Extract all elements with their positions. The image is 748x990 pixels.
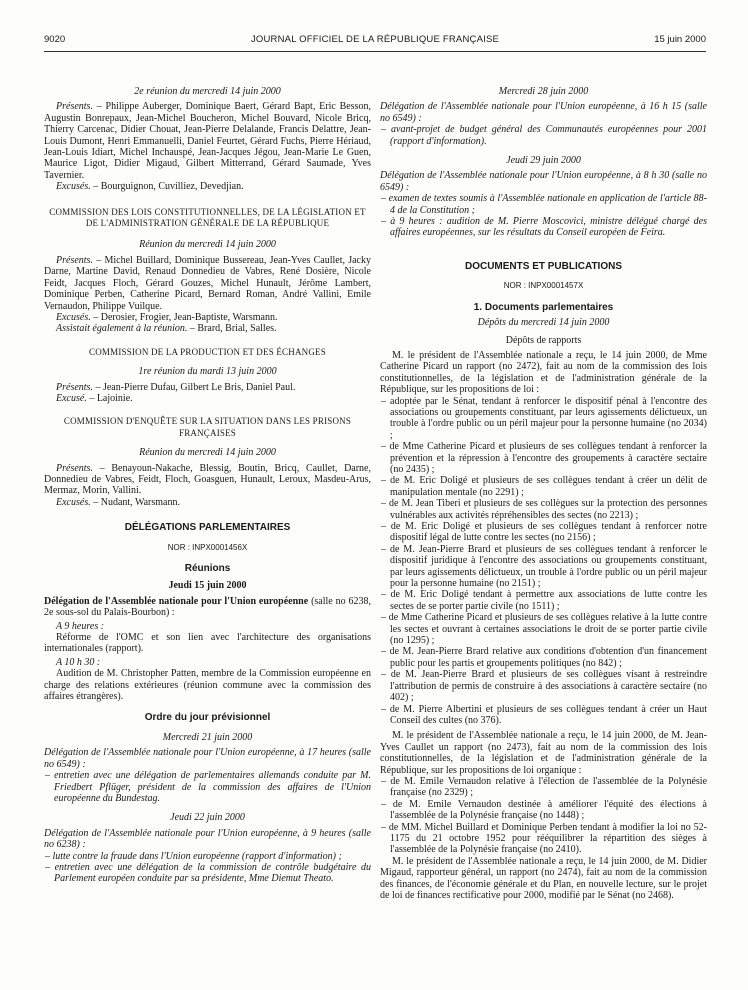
excuses-paragraph: Excusé. – Lajoinie. [56,392,133,404]
header-rule [44,51,706,52]
list-item: – de Mme Catherine Picard et plusieurs de ses collègues relative à la lutte contre les sectes et ouvrant à certaines associations le droit de se porter partie civile (no 1295) ; [390,612,707,646]
agenda-title: Ordre du jour prévisionnel [144,712,271,724]
excuses-paragraph: Excusés. – Derosier, Frogier, Jean-Baptiste, Warsmann. [56,311,278,323]
agenda-list [380,124,707,147]
assisted-paragraph: Assistait également à la réunion. – Brard, Brial, Salles. [56,323,277,335]
nor-reference: NOR : INPX0001456X [167,542,248,552]
agenda-item: Réforme de l'OMC et son lien avec l'architecture des organisations internationales (rapport). [44,632,371,655]
section-heading: 2e réunion du mercredi 14 juin 2000 [134,86,281,97]
list-item: – de M. Pierre Albertini et plusieurs de ses collègues tendant à créer un Haut Conseil des cultes (no 376). [390,704,707,727]
issue-date: 15 juin 2000 [654,34,706,45]
journal-title: JOURNAL OFFICIEL DE LA RÉPUBLIQUE FRANÇAISE [250,34,500,45]
bill-list [380,776,707,856]
depots-subheading: Dépôts de rapports [505,334,582,346]
report-paragraph: M. le président de l'Assemblée nationale a reçu, le 14 juin 2000, de M. Jean-Yves Caullet un rapport (no 2473), fait au nom de la commission des lois constitutionnelles, de la législation et de l'administration générale de la République, sur les propositions de loi organique : [380,730,707,776]
excuses-paragraph: Excusés. – Bourguignon, Cuvilliez, Devedjian. [56,181,244,193]
time-label: A 10 h 30 : [56,656,101,668]
list-item: – examen de textes soumis à l'Assemblée nationale en application de l'article 88-4 de la Constitution ; [390,193,707,216]
list-item: – de M. Emile Vernaudon relative à l'élection de l'assemblée de la Polynésie française (no 2329) ; [390,776,707,799]
attendance-paragraph: Présents. – Benayoun-Nakache, Blessig, Boutin, Bricq, Caullet, Darne, Donnedieu de Vabres, Feidt, Floch, Goasguen, Hunault, Leroux, Masdeu-Arus, Mermaz, Morin, Vallini. [44,462,371,497]
commission-title: COMMISSION DES LOIS CONSTITUTIONNELLES, DE LA LÉGISLATION ET DE L'ADMINISTRATION GÉNÉRALE DE LA RÉPUBLIQUE [49,206,366,229]
time-label: A 9 heures : [56,620,105,632]
list-item: – avant-projet de budget général des Communautés européennes pour 2001 (rapport d'information). [390,124,707,147]
documents-subtitle: 1. Documents parlementaires [473,301,614,313]
meeting-date: Jeudi 15 juin 2000 [168,580,247,592]
commission-title: COMMISSION DE LA PRODUCTION ET DES ÉCHANGES [89,346,326,357]
page-header [44,34,706,48]
list-item: – adoptée par le Sénat, tendant à renforcer le dispositif pénal à l'encontre des associations ou groupements constituant, par leurs agissements délictueux, un trouble à l'ordre public ou un péril majeur pour la personne humaine (no 2034) ; [390,396,707,442]
left-column [44,86,371,885]
list-item: – entretien avec une délégation de parlementaires allemands conduite par M. Friedbert Pflüger, président de la commission des affaires de l'Union européenne du Bundestag. [54,770,371,804]
depots-heading: Dépôts du mercredi 14 juin 2000 [477,317,610,329]
agenda-date: Mercredi 21 juin 2000 [162,731,253,743]
report-paragraph: M. le président de l'Assemblée nationale a reçu, le 14 juin 2000, de Mme Catherine Picard un rapport (no 2472), fait au nom de la commission des lois constitutionnelles, de la législation et de l'administration générale de la République, sur les propositions de loi : [380,349,707,396]
list-item: – de M. Emile Vernaudon destinée à améliorer l'équité des élections à l'assemblée de la Polynésie française (no 1448) ; [390,799,707,822]
agenda-list [44,851,371,885]
attendance-paragraph: Présents. – Michel Buillard, Dominique Bussereau, Jean-Yves Caullet, Jacky Darne, Martine David, Renaud Donnedieu de Vabres, René Dosière, Nicole Feidt, Jacques Floch, Gérard Gouzes, Michel Hunault, Jérôme Lambert, Dominique Perben, Catherine Picard, Bernard Roman, André Vallini, Emile Vernaudon, Philippe Vuilque. [44,254,371,312]
attendance-paragraph: Présents. – Philippe Auberger, Dominique Baert, Gérard Bapt, Eric Besson, Augustin Bonrepaux, Jean-Michel Boucheron, Michel Bouvard, Nicole Bricq, Thierry Carcenac, Didier Chouat, Jean-Pierre Delalande, Francis Delattre, Jean-Louis Dumont, Henri Emmanuelli, Daniel Feurtet, Gérard Fuchs, Pierre Hériaud, Jean-Louis Idiart, Michel Inchauspé, Jean-Jacques Jégou, Jean-Marie Le Guen, Maurice Ligot, Didier Migaud, Gilbert Mitterrand, Gérard Saumade, Yves Tavernier. [44,101,371,181]
agenda-list [44,770,371,804]
list-item: – à 9 heures : audition de M. Pierre Moscovici, ministre délégué chargé des affaires européennes, sur les résultats du Conseil européen de Feira. [390,216,707,239]
delegation-line: Délégation de l'Assemblée nationale pour l'Union européenne, à 16 h 15 (salle no 6549) : [380,101,707,124]
delegation-line: Délégation de l'Assemblée nationale pour l'Union européenne, à 17 heures (salle no 6549) : [44,747,371,770]
list-item: – entretien avec une délégation de la commission de contrôle budgétaire du Parlement européen conduite par sa présidente, Mme Diemut Theato. [54,862,371,885]
list-item: – lutte contre la fraude dans l'Union européenne (rapport d'information) ; [54,851,371,862]
section-heading: Réunion du mercredi 14 juin 2000 [139,239,276,251]
delegations-title: DÉLÉGATIONS PARLEMENTAIRES [124,522,291,534]
list-item: – de M. Jean Tiberi et plusieurs de ses collègues sur la protection des personnes vulnérables aux activités répréhensibles des sectes (no 2213) ; [390,498,707,521]
bill-list [380,396,707,727]
excuses-paragraph: Excusés. – Nudant, Warsmann. [56,496,180,508]
right-column [380,86,707,901]
page-number: 9020 [44,34,66,45]
list-item: – de M. Eric Doligé et plusieurs de ses collègues tendant à renforcer notre dispositif légal de lutte contre les sectes (no 2156) ; [390,521,707,544]
agenda-date: Jeudi 22 juin 2000 [170,812,245,824]
list-item: – de Mme Catherine Picard et plusieurs de ses collègues tendant à renforcer la prévention et la répression à l'encontre des groupements à caractère sectaire (no 2435) ; [390,441,707,475]
delegation-line: Délégation de l'Assemblée nationale pour l'Union européenne, à 8 h 30 (salle no 6549) : [380,170,707,193]
nor-reference: NOR : INPX0001457X [503,281,584,291]
delegation-line: Délégation de l'Assemblée nationale pour l'Union européenne, à 9 heures (salle no 6238) : [44,827,371,851]
commission-title: COMMISSION D'ENQUÊTE SUR LA SITUATION DANS LES PRISONS FRANÇAISES [63,416,352,438]
delegation-line: Délégation de l'Assemblée nationale pour l'Union européenne (salle no 6238, 2e sous-sol du Palais-Bourbon) : [44,595,371,619]
reunions-heading: Réunions [184,563,231,574]
agenda-item: Audition de M. Christopher Patten, membre de la Commission européenne en charge des relations extérieures (réunion commune avec la commission des affaires étrangères). [44,668,371,703]
list-item: – de M. Eric Doligé tendant à permettre aux associations de lutte contre les sectes de se porter partie civile (no 1511) ; [390,589,707,612]
list-item: – de M. Jean-Pierre Brard et plusieurs de ses collègues tendant à renforcer le dispositif juridique à l'encontre des associations ou groupements constituant, par leurs agissements délictueux, un trouble à l'ordre public ou un péril majeur pour la personne humaine (no 2151) ; [390,544,707,590]
list-item: – de M. Jean-Pierre Brard et plusieurs de ses collègues visant à restreindre l'attribution de permis de construire à des associations à caractère sectaire (no 402) ; [390,669,707,703]
section-heading: Réunion du mercredi 14 juin 2000 [139,447,276,459]
section-heading: 1re réunion du mardi 13 juin 2000 [138,366,277,378]
agenda-date: Jeudi 29 juin 2000 [506,155,581,167]
attendance-paragraph: Présents. – Jean-Pierre Dufau, Gilbert Le Bris, Daniel Paul. [56,381,296,393]
report-paragraph: M. le président de l'Assemblée nationale a reçu, le 14 juin 2000, de M. Didier Migaud, rapporteur général, un rapport (no 2474), fait au nom de la commission des finances, de l'économie générale et du Plan, en nouvelle lecture, sur le projet de loi de finances rectificative pour 2000, modifié par le Sénat (no 2468). [380,855,707,901]
list-item: – de M. Eric Doligé et plusieurs de ses collègues tendant à créer un délit de manipulation mentale (no 2291) ; [390,475,707,498]
agenda-list [380,193,707,239]
documents-title: DOCUMENTS ET PUBLICATIONS [464,260,623,272]
list-item: – de MM. Michel Buillard et Dominique Perben tendant à modifier la loi no 52-1175 du 21 octobre 1952 pour rééquilibrer la répartition des sièges à l'assemblée de la Polynésie française (no 2410). [390,822,707,856]
agenda-date: Mercredi 28 juin 2000 [498,86,589,97]
list-item: – de M. Jean-Pierre Brard relative aux conditions d'obtention d'un financement public pour les partis et groupements politiques (no 842) ; [390,646,707,669]
